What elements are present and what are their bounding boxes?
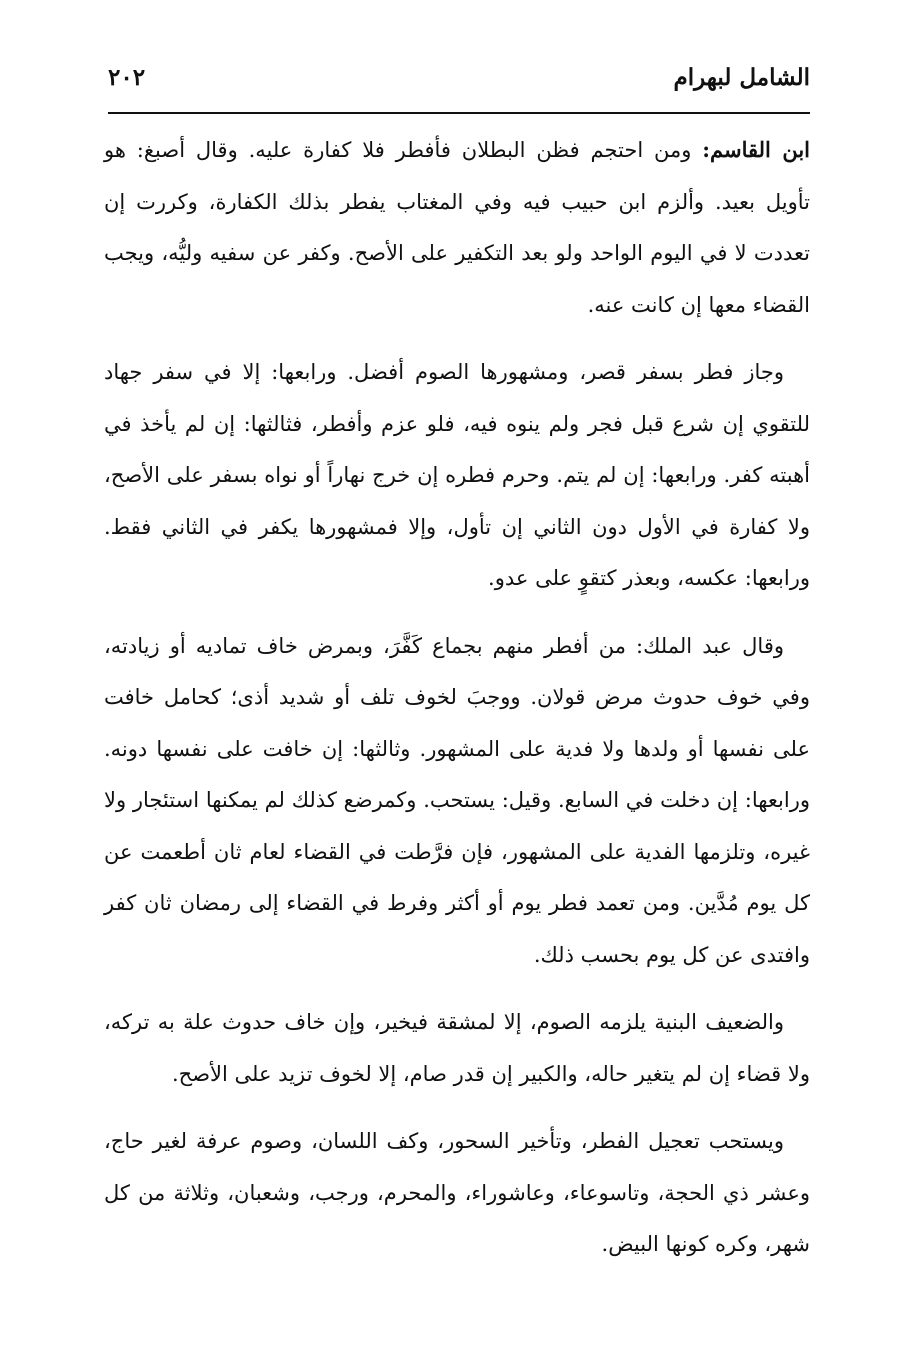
paragraph-4 xyxy=(104,997,810,1100)
paragraph-text: ومن احتجم فظن البطلان فأفطر فلا كفارة عليه. وقال أصبغ: هو تأويل بعيد. وألزم ابن حبيب فيه وفي المغتاب يفطر بذلك الكفارة، وكررت إن تعددت لا في اليوم الواحد ولو بعد التكفير على الأصح. وكفر عن سفيه وليُّه، ويجب القضاء معها إن كانت عنه. xyxy=(104,138,810,317)
paragraph-text: والضعيف البنية يلزمه الصوم، إلا لمشقة فيخير، وإن خاف حدوث علة به تركه، ولا قضاء إن لم يتغير حاله، والكبير إن قدر صام، إلا لخوف تزيد على الأصح. xyxy=(104,1010,810,1086)
paragraph-5 xyxy=(104,1116,810,1271)
page-header xyxy=(108,62,810,106)
paragraph-text: وقال عبد الملك: من أفطر منهم بجماع كَفَّرَ، وبمرض خاف تماديه أو زيادته، وفي خوف حدوث مرض قولان. ووجبَ لخوف تلف أو شديد أذى؛ كحامل خافت على نفسها أو ولدها ولا فدية على المشهور. وثالثها: إن خافت على نفسها دونه. ورابعها: إن دخلت في السابع. وقيل: يستحب. وكمرضع كذلك لم يمكنها استئجار ولا غيره، وتلزمها الفدية على المشهور، فإن فرَّطت في القضاء لعام ثان أطعمت عن كل يوم مُدَّين. ومن تعمد فطر يوم أو أكثر وفرط في القضاء إلى رمضان ثان كفر وافتدى عن كل يوم بحسب ذلك. xyxy=(104,633,810,967)
paragraph-text: وجاز فطر بسفر قصر، ومشهورها الصوم أفضل. ورابعها: إلا في سفر جهاد للتقوي إن شرع قبل فجر ولم ينوه فيه، فلو عزم وأفطر، فثالثها: إن لم يأخذ في أهبته كفر. ورابعها: إن لم يتم. وحرم فطره إن خرج نهاراً أو نواه بسفر على الأصح، ولا كفارة في الأول دون الثاني إن تأول، وإلا فمشهورها يكفر في الثاني فقط. ورابعها: عكسه، وبعذر كتقوٍ على عدو. xyxy=(104,360,810,590)
running-title: الشامل لبهرام xyxy=(673,64,810,91)
body-text xyxy=(104,124,810,1287)
paragraph-text: ويستحب تعجيل الفطر، وتأخير السحور، وكف اللسان، وصوم عرفة لغير حاج، وعشر ذي الحجة، وتاسوعاء، وعاشوراء، والمحرم، ورجب، وشعبان، وثلاثة من كل شهر، وكره كونها البيض. xyxy=(104,1129,810,1256)
paragraph-1 xyxy=(104,124,810,331)
paragraph-lead: ابن القاسم: xyxy=(702,137,810,162)
paragraph-2 xyxy=(104,347,810,605)
page-number: ٢٠٢ xyxy=(108,64,146,91)
header-divider xyxy=(108,112,810,114)
paragraph-3 xyxy=(104,621,810,982)
